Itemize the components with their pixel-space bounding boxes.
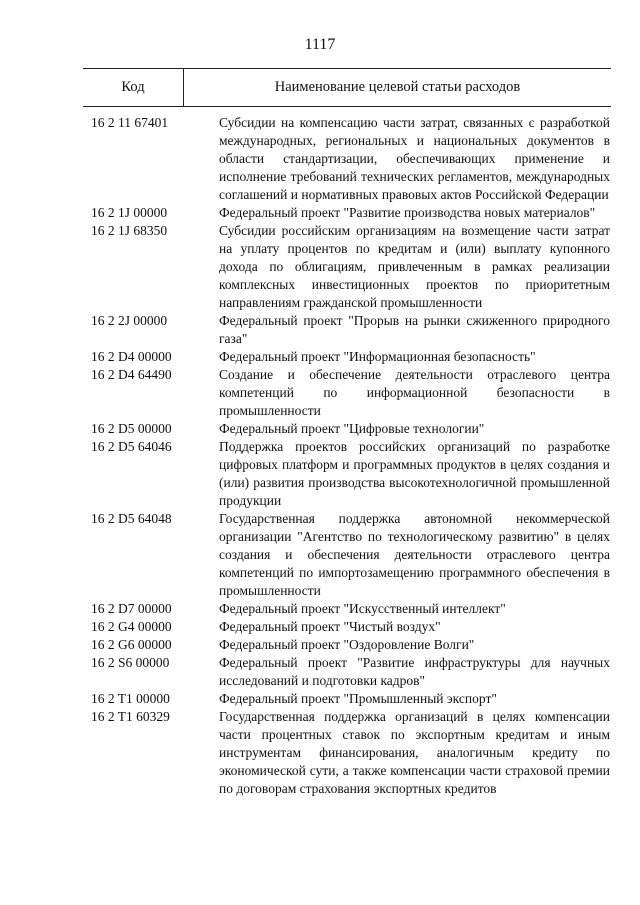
- row-description: Федеральный проект "Оздоровление Волги": [219, 637, 475, 652]
- row-code: 16 2 D4 00000: [91, 349, 172, 364]
- table-row: [0, 690, 640, 708]
- table-row: [0, 618, 640, 636]
- row-code: 16 2 2J 00000: [91, 313, 168, 328]
- row-description: Федеральный проект "Развитие инфраструктуры для научных исследований и подготовки кадров": [219, 655, 610, 688]
- table-row: [0, 600, 640, 618]
- row-code: 16 2 1J 00000: [91, 205, 168, 220]
- table-row: [0, 222, 640, 312]
- row-code: 16 2 D5 64048: [91, 511, 172, 526]
- row-description: Федеральный проект "Прорыв на рынки сжиженного природного газа": [219, 313, 610, 346]
- row-description: Субсидии на компенсацию части затрат, связанных с разработкой международных, региональных и национальных документов в области стандартизации, обеспечивающих применение и исполнение требований технических регламентов, международных соглашений и нормативных правовых актов Российской Федерации: [219, 115, 610, 202]
- column-header-code: Код: [121, 79, 145, 95]
- table-header: [83, 68, 611, 107]
- page-number: 1117: [304, 36, 336, 53]
- table-row: [0, 654, 640, 690]
- row-code: 16 2 T1 00000: [91, 691, 170, 706]
- row-code: 16 2 G4 00000: [91, 619, 172, 634]
- row-code: 16 2 T1 60329: [91, 709, 170, 724]
- table-row: [0, 366, 640, 420]
- row-description: Федеральный проект "Развитие производства новых материалов": [219, 205, 596, 220]
- row-description: Федеральный проект "Цифровые технологии": [219, 421, 485, 436]
- table-row: [0, 348, 640, 366]
- row-code: 16 2 11 67401: [91, 115, 169, 130]
- row-description: Федеральный проект "Искусственный интеллект": [219, 601, 506, 616]
- row-description: Федеральный проект "Промышленный экспорт": [219, 691, 497, 706]
- row-code: 16 2 D7 00000: [91, 601, 172, 616]
- row-description: Государственная поддержка автономной некоммерческой организации "Агентство по технологическому развитию" в целях создания и обеспечения деятельности отраслевого центра компетенций по импортозамещению программного обеспечения в промышленности: [219, 511, 610, 598]
- table-row: [0, 438, 640, 510]
- table-row: [0, 510, 640, 600]
- row-code: 16 2 D5 00000: [91, 421, 172, 436]
- table-row: [0, 114, 640, 204]
- row-code: 16 2 G6 00000: [91, 637, 172, 652]
- row-code: 16 2 S6 00000: [91, 655, 170, 670]
- table-row: [0, 708, 640, 798]
- column-header-name: Наименование целевой статьи расходов: [274, 79, 521, 95]
- row-description: Федеральный проект "Чистый воздух": [219, 619, 441, 634]
- table-body: [0, 114, 640, 798]
- row-description: Поддержка проектов российских организаций по разработке цифровых платформ и программных продуктов в целях создания и (или) развития производства высокотехнологичной промышленной продукции: [219, 439, 610, 508]
- row-description: Создание и обеспечение деятельности отраслевого центра компетенций по информационной безопасности в промышленности: [219, 367, 610, 418]
- row-code: 16 2 D4 64490: [91, 367, 172, 382]
- row-description: Субсидии российским организациям на возмещение части затрат на уплату процентов по кредитам и (или) выплату купонного дохода по облигациям, привлеченным в рамках реализации комплексных инвестиционных проектов по приоритетным направлениям гражданской промышленности: [219, 223, 610, 310]
- table-row: [0, 636, 640, 654]
- table-row: [0, 312, 640, 348]
- table-row: [0, 420, 640, 438]
- row-description: Федеральный проект "Информационная безопасность": [219, 349, 536, 364]
- row-code: 16 2 D5 64046: [91, 439, 172, 454]
- row-code: 16 2 1J 68350: [91, 223, 168, 238]
- row-description: Государственная поддержка организаций в целях компенсации части процентных ставок по экспортным кредитам и иным инструментам финансирования, аналогичным кредиту по экономической сути, а также компенсации части страховой премии по договорам страхования экспортных кредитов: [219, 709, 610, 796]
- table-row: [0, 204, 640, 222]
